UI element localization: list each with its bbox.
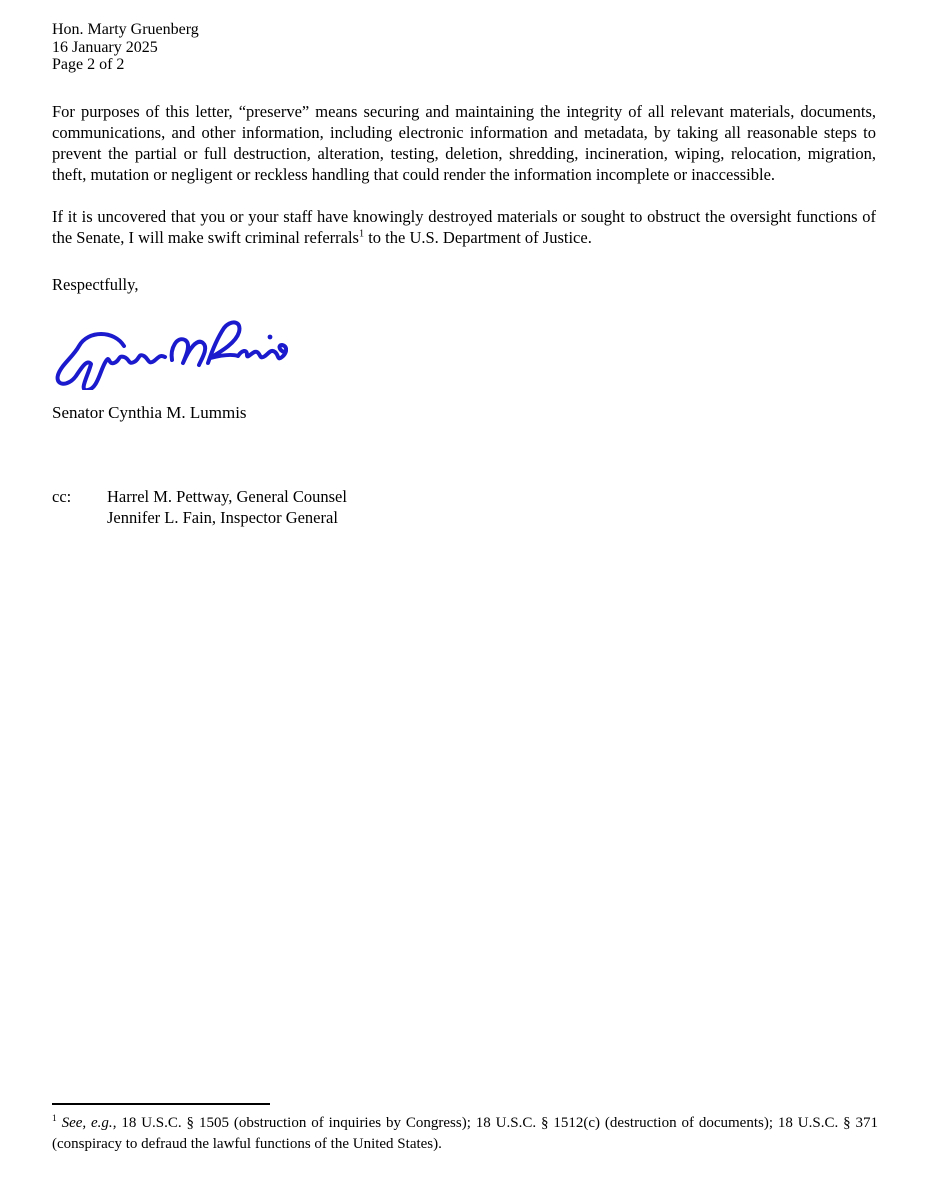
- footnote-marker: 1: [52, 1114, 57, 1124]
- letter-header: [52, 21, 876, 74]
- cc-name-inspector-general: Jennifer L. Fain, Inspector General: [107, 507, 338, 527]
- cc-label: cc:: [52, 486, 72, 506]
- cc-block: [52, 486, 876, 528]
- paragraph-2-text-before-reference: If it is uncovered that you or your staff have knowingly destroyed materials or sought to obstruct the oversight functions of the Senate, I will make swift criminal referrals: [52, 206, 876, 247]
- signature-stroke-last-name: [208, 322, 286, 363]
- cc-names: [107, 486, 347, 528]
- paragraph-preserve-definition: For purposes of this letter, “preserve” means securing and maintaining the integrity of all relevant materials, documents, communications, and other information, including electronic information and metadata, by taking all reasonable steps to prevent the partial or full destruction, alteration, testing, deletion, shredding, incineration, wiping, relocation, migration, theft, mutation or negligent or reckless handling that could render the information incomplete or inaccessible.: [52, 101, 876, 184]
- header-recipient: Hon. Marty Gruenberg: [52, 21, 199, 38]
- footnote-section: [52, 1103, 878, 1155]
- header-page-number: Page 2 of 2: [52, 56, 125, 73]
- footnote-separator-line: [52, 1103, 270, 1105]
- signature-stroke-first-name: [58, 334, 165, 390]
- valediction: Respectfully,: [52, 274, 139, 294]
- paragraph-2-text-after-reference: to the U.S. Department of Justice.: [364, 227, 592, 247]
- signature-svg: [48, 310, 288, 390]
- signature-name: Senator Cynthia M. Lummis: [52, 402, 247, 422]
- letter-content: [0, 0, 928, 528]
- header-date: 16 January 2025: [52, 38, 158, 56]
- footnote-reference-marker: 1: [358, 228, 365, 239]
- footnote-italic-lead: See, e.g.: [61, 1115, 113, 1131]
- paragraph-criminal-referrals: [52, 206, 876, 248]
- cc-name-general-counsel: Harrel M. Pettway, General Counsel: [107, 486, 347, 506]
- signature-i-dot: [268, 334, 273, 339]
- signature-stroke-middle-initial: [172, 339, 206, 365]
- footnote-text: [52, 1113, 878, 1155]
- footnote-body-text: , 18 U.S.C. § 1505 (obstruction of inquiries by Congress); 18 U.S.C. § 1512(c) (destruction of documents); 18 U.S.C. § 371 (conspiracy to defraud the lawful functions of the United States).: [52, 1115, 879, 1152]
- signature-image: [48, 310, 876, 390]
